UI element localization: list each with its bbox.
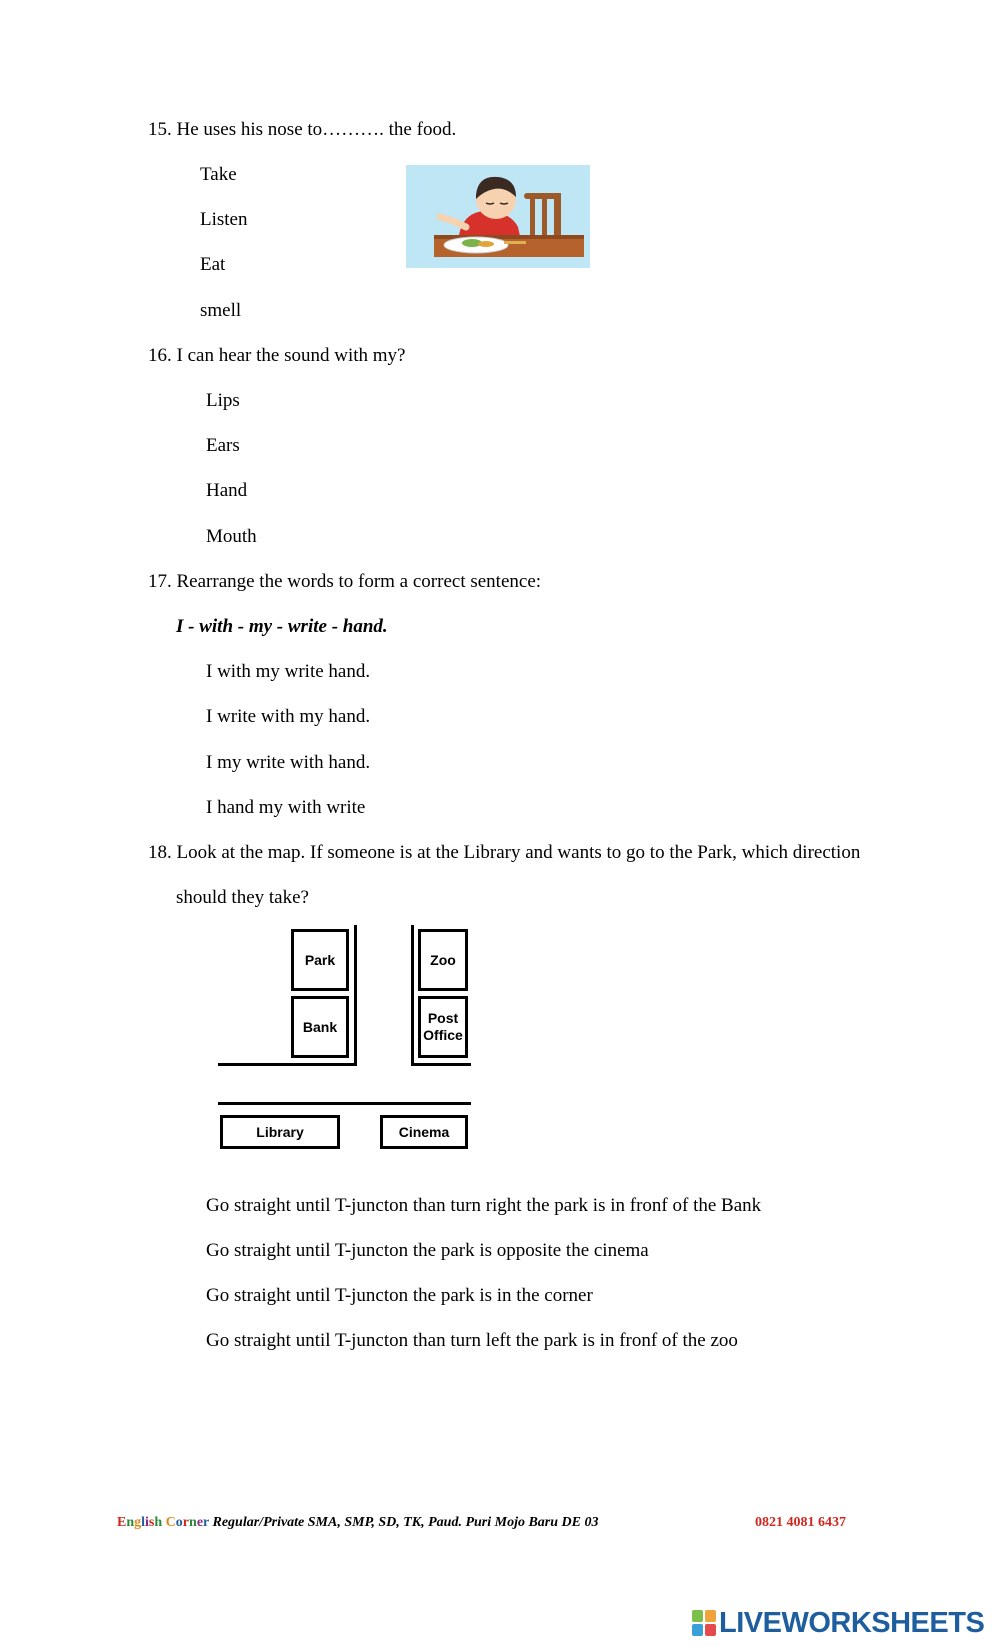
footer-description: Regular/Private SMA, SMP, SD, TK, Paud. Puri Mojo Baru DE 03	[212, 1515, 599, 1530]
q17-option-3[interactable]: I my write with hand.	[206, 752, 371, 773]
footer-brand-letter: r	[182, 1515, 190, 1530]
map-library: Library	[220, 1115, 340, 1149]
footer-brand-letter: l	[141, 1515, 146, 1530]
q17-question: 17. Rearrange the words to form a correct sentence:	[148, 571, 542, 592]
q17-option-2[interactable]: I write with my hand.	[206, 706, 371, 727]
town-map	[218, 925, 473, 1150]
q15-option-smell[interactable]: smell	[200, 300, 242, 321]
map-zoo: Zoo	[418, 929, 468, 991]
footer-brand-letter: r	[203, 1515, 209, 1530]
q18-option-4[interactable]: Go straight until T-juncton than turn left the park is in fronf of the zoo	[206, 1330, 738, 1351]
q18-option-1[interactable]: Go straight until T-juncton than turn right the park is in fronf of the Bank	[206, 1195, 762, 1216]
q17-option-1[interactable]: I with my write hand.	[206, 661, 371, 682]
map-post-office-line1: Post	[427, 1010, 459, 1026]
map-road-edge	[411, 925, 414, 1065]
liveworksheets-logo[interactable]	[692, 1607, 984, 1639]
footer-brand-letter: n	[126, 1515, 135, 1530]
map-bank: Bank	[291, 996, 349, 1058]
q17-option-4[interactable]: I hand my with write	[206, 797, 366, 818]
q17-scrambled-words: I - with - my - write - hand.	[176, 616, 388, 637]
footer-brand-letter: g	[134, 1515, 142, 1530]
map-road-edge	[411, 1063, 471, 1066]
map-road-edge	[218, 1063, 357, 1066]
footer-brand-letter: h	[154, 1515, 163, 1530]
q15-question: 15. He uses his nose to………. the food.	[148, 119, 457, 140]
q18-option-2[interactable]: Go straight until T-juncton the park is opposite the cinema	[206, 1240, 649, 1261]
q16-option-hand[interactable]: Hand	[206, 480, 248, 501]
footer-brand-letter: e	[196, 1515, 204, 1530]
map-post-office-line2: Office	[423, 1027, 463, 1043]
q16-option-lips[interactable]: Lips	[206, 390, 240, 411]
q15-option-take[interactable]: Take	[200, 164, 237, 185]
q16-option-mouth[interactable]: Mouth	[206, 526, 257, 547]
footer-school-info	[117, 1515, 598, 1531]
q16-question: 16. I can hear the sound with my?	[148, 345, 406, 366]
q18-option-3[interactable]: Go straight until T-juncton the park is in the corner	[206, 1285, 593, 1306]
footer-brand-letter: n	[189, 1515, 197, 1530]
map-post-office	[418, 996, 468, 1058]
footer-brand-letter: s	[148, 1515, 155, 1530]
footer-brand-letter: E	[117, 1515, 127, 1530]
footer-phone: 0821 4081 6437	[755, 1515, 846, 1530]
footer-brand-letter: i	[145, 1515, 149, 1530]
footer-brand	[117, 1515, 213, 1530]
footer-brand-letter: o	[175, 1515, 183, 1530]
q15-option-listen[interactable]: Listen	[200, 209, 248, 230]
map-park: Park	[291, 929, 349, 991]
map-cinema: Cinema	[380, 1115, 468, 1149]
map-road-edge	[354, 925, 357, 1065]
q15-option-eat[interactable]: Eat	[200, 254, 226, 275]
footer-brand-letter: C	[165, 1515, 176, 1530]
q18-question-line2: should they take?	[176, 887, 309, 908]
map-road-edge	[218, 1102, 471, 1105]
boy-eating-illustration	[406, 165, 590, 268]
q18-question-line1: 18. Look at the map. If someone is at the Library and wants to go to the Park, which direction	[148, 842, 861, 863]
q16-option-ears[interactable]: Ears	[206, 435, 240, 456]
liveworksheets-logo-text: LIVEWORKSHEETS	[719, 1606, 985, 1639]
liveworksheets-logo-icon	[692, 1610, 716, 1636]
